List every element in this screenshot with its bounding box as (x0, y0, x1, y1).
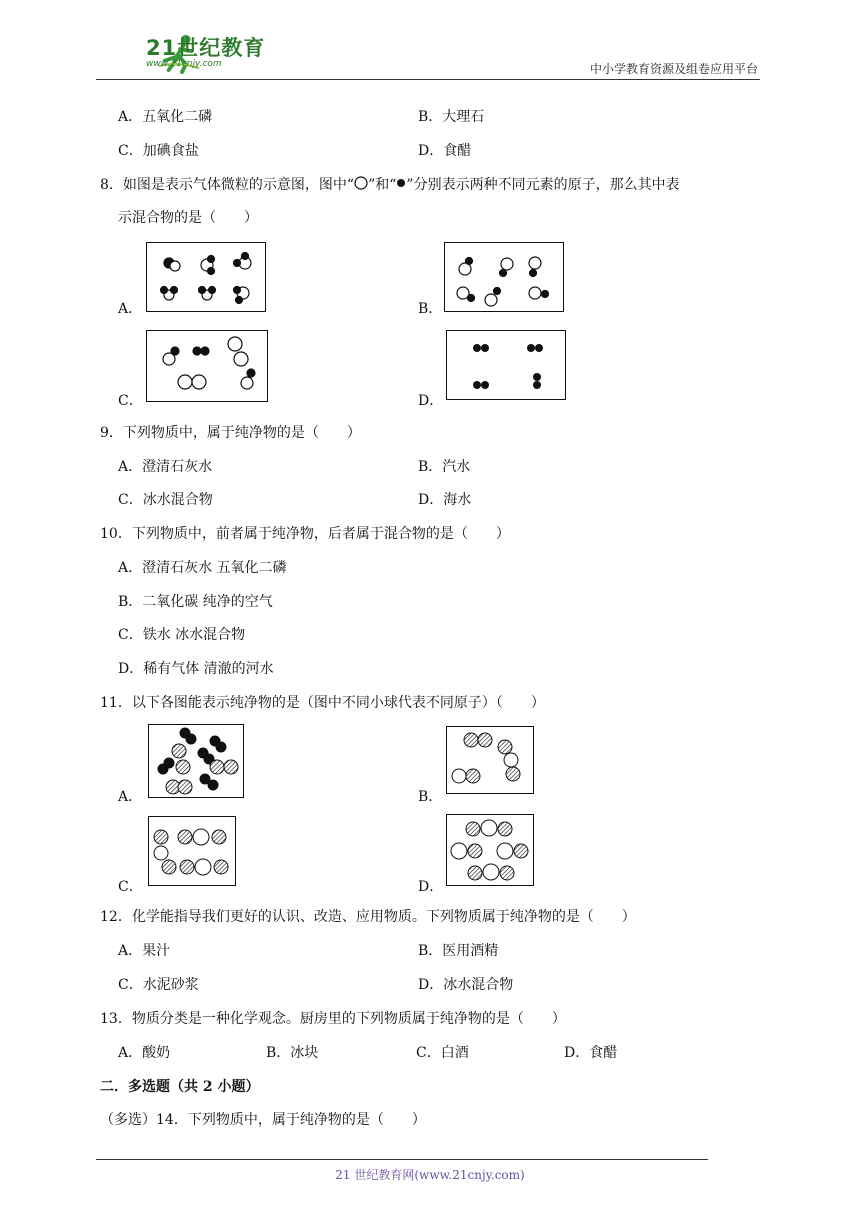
q8-stem-part3: ”分别表示两种不同元素的原子，那么其中表 (406, 177, 680, 193)
q10-option-a: A．澄清石灰水 五氧化二磷 (118, 560, 287, 576)
q10-option-d: D．稀有气体 清澈的河水 (118, 661, 274, 677)
q9-option-b: B．汽水 (418, 459, 471, 475)
q8-stem-line1 (100, 174, 680, 194)
q7-option-d: D．食醋 (418, 143, 472, 159)
q12-option-a: A．果汁 (118, 943, 171, 959)
q10-option-b: B．二氧化碳 纯净的空气 (118, 594, 273, 610)
header-platform-text: 中小学教育资源及组卷应用平台 (589, 62, 758, 76)
q12-stem: 12．化学能指导我们更好的认识、改造、应用物质。下列物质属于纯净物的是（ ） (100, 909, 636, 925)
q11-diagram-d (446, 814, 534, 886)
q8-stem-part2: ”和“ (368, 177, 397, 193)
q8-diagram-c (146, 330, 268, 402)
q7-option-a: A．五氧化二磷 (118, 109, 213, 125)
q13-option-d: D．食醋 (564, 1045, 618, 1061)
q9-option-a: A．澄清石灰水 (118, 459, 213, 475)
q13-option-b: B．冰块 (266, 1045, 319, 1061)
q11-label-b: B． (418, 789, 443, 805)
footer-divider (96, 1159, 708, 1160)
q13-option-a: A．酸奶 (118, 1045, 171, 1061)
q9-option-c: C．冰水混合物 (118, 492, 213, 508)
q12-option-b: B．医用酒精 (418, 943, 499, 959)
q10-option-c: C．铁水 冰水混合物 (118, 627, 246, 643)
q13-option-c: C．白酒 (416, 1045, 469, 1061)
q8-diagram-d (446, 330, 566, 400)
q11-diagram-c (148, 816, 236, 886)
q8-label-c: C． (118, 393, 143, 409)
section-title-multiple-choice: 二．多选题（共 2 小题） (100, 1079, 260, 1095)
q8-stem-part1: 8．如图是表示气体微粒的示意图，图中“ (100, 177, 355, 193)
q10-stem: 10．下列物质中，前者属于纯净物，后者属于混合物的是（ ） (100, 526, 510, 542)
q11-label-c: C． (118, 879, 143, 895)
logo-url: www.21cnjy.com (146, 59, 222, 69)
q11-diagram-b (446, 726, 534, 794)
q8-stem-line2: 示混合物的是（ ） (118, 210, 258, 226)
q8-label-b: B． (418, 301, 443, 317)
q11-diagram-a (148, 724, 244, 798)
q9-option-d: D．海水 (418, 492, 472, 508)
page-header (96, 28, 760, 78)
q8-label-a: A． (118, 301, 143, 317)
q12-option-d: D．冰水混合物 (418, 977, 514, 993)
logo-text: 21世纪教育 (146, 36, 266, 60)
q7-option-c: C．加碘食盐 (118, 143, 199, 159)
q8-label-d: D． (418, 393, 444, 409)
white-atom-icon (354, 176, 368, 190)
q11-label-d: D． (418, 879, 444, 895)
q14-stem: （多选）14．下列物质中，属于纯净物的是（ ） (100, 1112, 426, 1128)
q12-option-c: C．水泥砂浆 (118, 977, 199, 993)
q11-stem: 11．以下各图能表示纯净物的是（图中不同小球代表不同原子）（ ） (100, 695, 545, 711)
q8-diagram-b (444, 242, 564, 312)
footer-text: 21 世纪教育网(www.21cnjy.com) (335, 1168, 525, 1182)
q11-label-a: A． (118, 789, 143, 805)
header-divider (96, 79, 760, 80)
q9-stem: 9．下列物质中，属于纯净物的是（ ） (100, 425, 361, 441)
q8-diagram-a (146, 242, 266, 312)
q7-option-b: B．大理石 (418, 109, 485, 125)
q13-stem: 13．物质分类是一种化学观念。厨房里的下列物质属于纯净物的是（ ） (100, 1011, 566, 1027)
black-atom-icon (396, 178, 406, 188)
